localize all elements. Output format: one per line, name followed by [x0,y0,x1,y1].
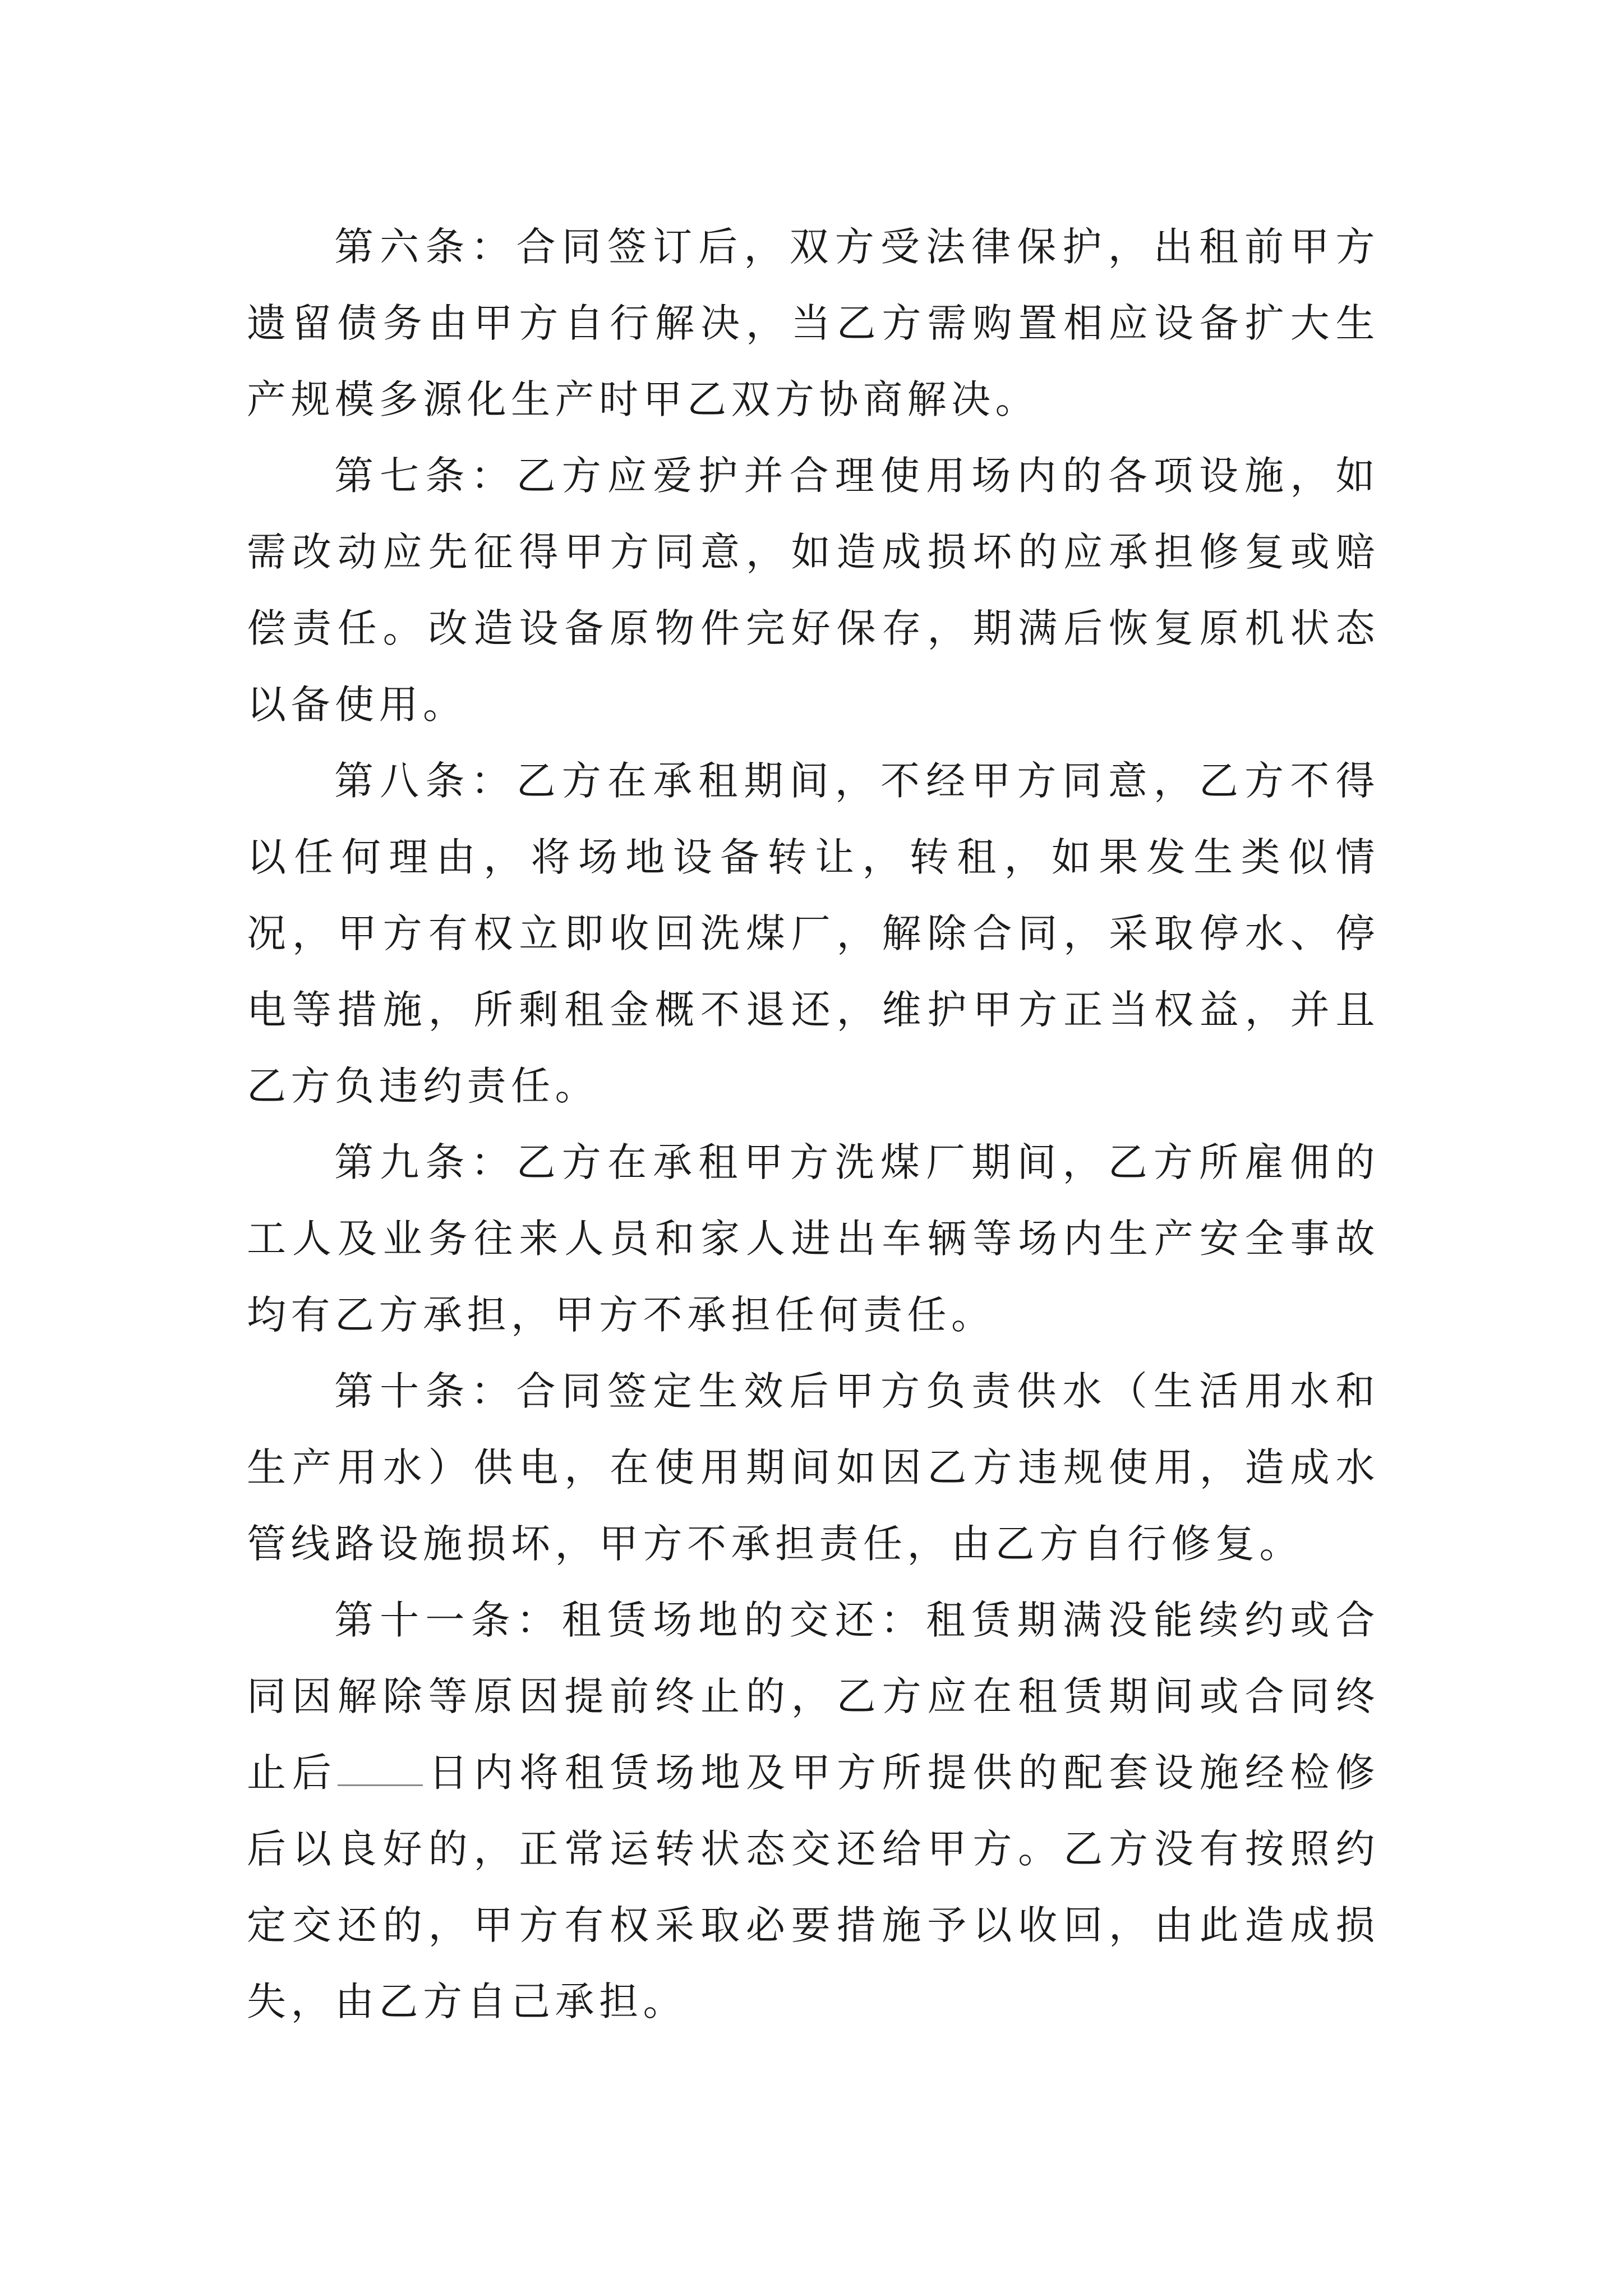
clause-article-11-part-2: 日内将租赁场地及甲方所提供的配套设施经检修后以良好的，正常运转状态交还给甲方。乙方没有按照约定交还的，甲方有权采取必要措施予以收回，由此造成损失，由乙方自己承担。 [247,1750,1380,2024]
clause-article-9: 第九条：乙方在承租甲方洗煤厂期间，乙方所雇佣的工人及业务往来人员和家人进出车辆等场内生产安全事故均有乙方承担，甲方不承担任何责任。 [247,1139,1380,1338]
fill-in-blank-days [338,1784,423,1786]
contract-body [247,209,1380,2040]
clause-article-7: 第七条：乙方应爱护并合理使用场内的各项设施，如需改动应先征得甲方同意，如造成损坏的应承担修复或赔偿责任。改造设备原物件完好保存，期满后恢复原机状态以备使用。 [247,453,1380,728]
clause-article-8: 第八条：乙方在承租期间，不经甲方同意，乙方不得以任何理由，将场地设备转让，转租，如果发生类似情况，甲方有权立即收回洗煤厂，解除合同，采取停水、停电等措施，所剩租金概不退还，维护甲方正当权益，并且乙方负违约责任。 [247,758,1380,1109]
clause-article-11 [247,1582,1380,2040]
clause-article-6: 第六条：合同签订后，双方受法律保护，出租前甲方遗留债务由甲方自行解决，当乙方需购置相应设备扩大生产规模多源化生产时甲乙双方协商解决。 [247,224,1380,422]
clause-article-11-part-1: 第十一条：租赁场地的交还：租赁期满没能续约或合同因解除等原因提前终止的，乙方应在租赁期间或合同终止后 [247,1597,1380,1796]
clause-article-10: 第十条：合同签定生效后甲方负责供水（生活用水和生产用水）供电，在使用期间如因乙方违规使用，造成水管线路设施损坏，甲方不承担责任，由乙方自行修复。 [247,1368,1380,1567]
